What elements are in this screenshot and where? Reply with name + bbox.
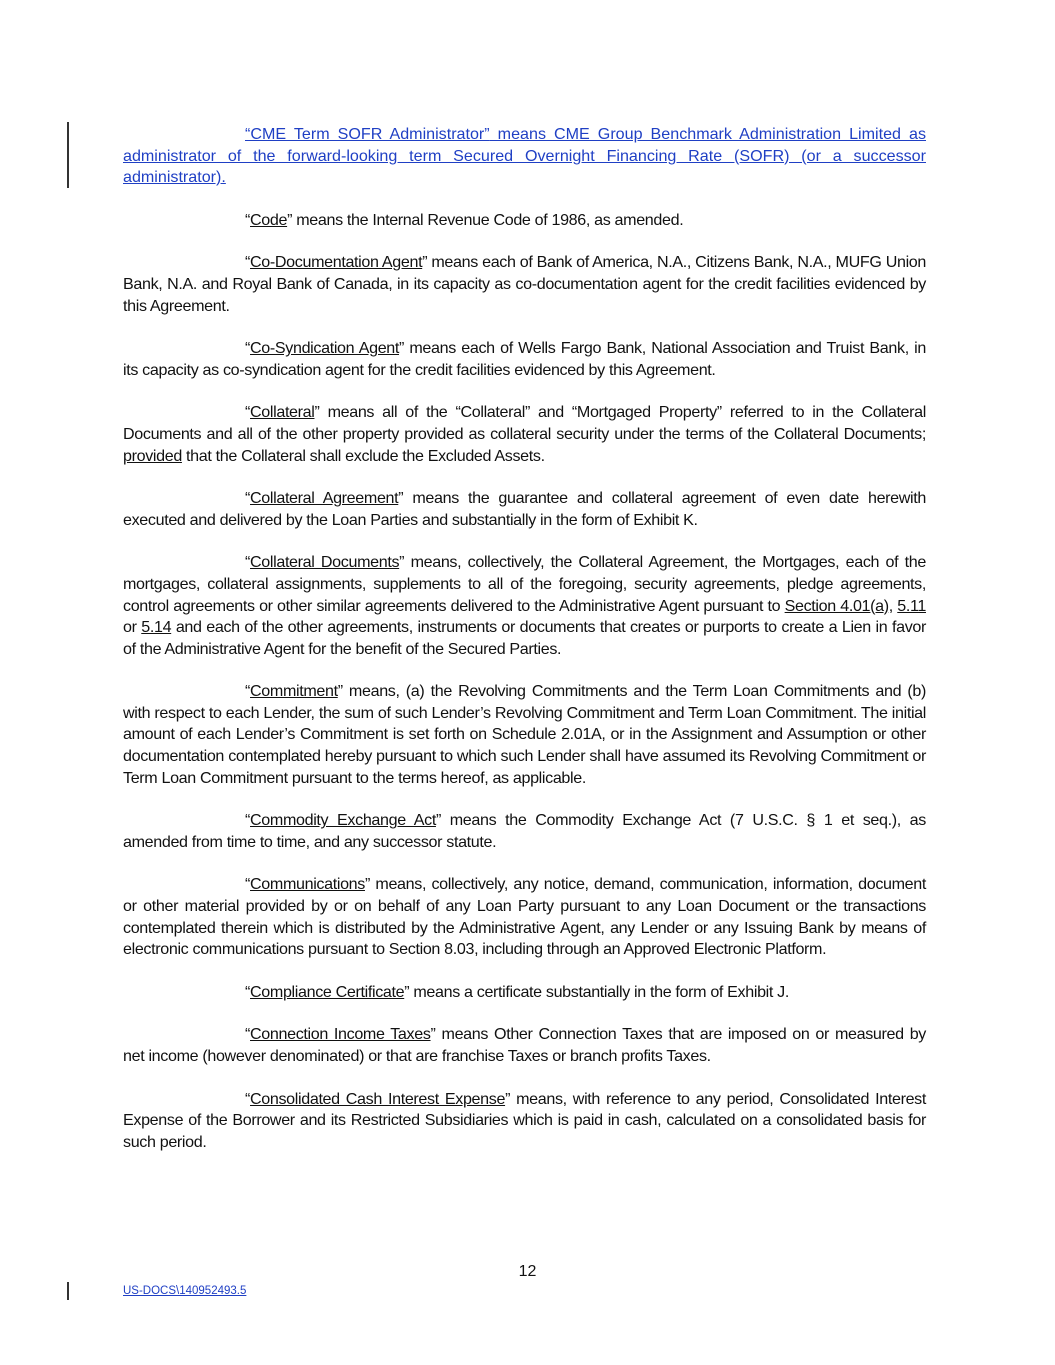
section-reference: Section 4.01(a) bbox=[784, 596, 889, 615]
defined-term: Co-Documentation Agent bbox=[250, 253, 423, 272]
document-reference: US-DOCS\140952493.5 bbox=[123, 1285, 247, 1297]
definition-text: ” means all of the “Collateral” and “Mortgaged Property” referred to in the Collateral Documents and all of the other property provided as collateral security under the terms of the Collateral Documents; bbox=[123, 403, 926, 443]
defined-term: Co-Syndication Agent bbox=[250, 339, 400, 358]
definition-commitment: “Commitment” means, (a) the Revolving Commitments and the Term Loan Commitments and (b) with respect to each Lender, the sum of such Lender’s Revolving Commitment and Term Loan Commitment. The initial amount of each Lender’s Commitment is set forth on Schedule 2.01A, or in the Assignment and Assumption or other documentation contemplated hereby pursuant to which such Lender shall have assumed its Revolving Commitment or Term Loan Commitment pursuant to the terms hereof, as applicable. bbox=[123, 682, 926, 787]
definition-text: ” means, collectively, any notice, demand, communication, information, document or other material provided by or on behalf of any Loan Party pursuant to any Loan Document or the transactions contemplated therein which is distributed by the Administrative Agent, any Lender or any Issuing Bank by means of electronic communications pursuant to Section 8.03, including through an Approved Electronic Platform. bbox=[123, 875, 926, 959]
defined-term: Compliance Certificate bbox=[250, 982, 405, 1001]
definition-consolidated-cash-interest-expense: “Consolidated Cash Interest Expense” means, with reference to any period, Consolidated Interest Expense of the Borrower and its Restricted Subsidiaries which is paid in cash, calculated on a consolidated basis for such period. bbox=[123, 1089, 926, 1151]
definition-co-documentation-agent: “Co-Documentation Agent” means each of Bank of America, N.A., Citizens Bank, N.A., MUFG Union Bank, N.A. and Royal Bank of Canada, in its capacity as co-documentation agent for the credit facilities evidenced by this Agreement. bbox=[123, 253, 926, 315]
definition-connection-income-taxes: “Connection Income Taxes” means Other Connection Taxes that are imposed on or measured by net income (however denominated) or that are franchise Taxes or branch profits Taxes. bbox=[123, 1025, 927, 1065]
definition-text: ” means a certificate substantially in the form of Exhibit J. bbox=[404, 982, 789, 1001]
definition-co-syndication-agent: “Co-Syndication Agent” means each of Wells Fargo Bank, National Association and Truist Bank, in its capacity as co-syndication agent for the credit facilities evidenced by this Agreement. bbox=[123, 339, 926, 379]
definition-collateral: “Collateral” means all of the “Collateral” and “Mortgaged Property” referred to in the Collateral Documents and all of the other property provided as collateral security under the terms of the Collateral Documents; provided that the Collateral shall exclude the Excluded Assets. bbox=[123, 403, 926, 465]
section-reference: 5.11 bbox=[897, 596, 926, 615]
definition-text: ” means, collectively, the Collateral Agreement, the Mortgages, each of the mortgages, collateral assignments, supplements to all of the foregoing, security agreements, pledge agreements, control agreements or other similar agreements delivered to the Administrative Agent pursuant to bbox=[123, 553, 926, 615]
defined-term: Code bbox=[250, 210, 288, 229]
inserted-term: “CME Term SOFR Administrator” bbox=[245, 125, 490, 143]
defined-term: Collateral Documents bbox=[250, 553, 400, 572]
defined-term: Commitment bbox=[250, 682, 338, 701]
definition-collateral-agreement: “Collateral Agreement” means the guarantee and collateral agreement of even date herewith executed and delivered by the Loan Parties and substantially in the form of Exhibit K. bbox=[123, 489, 927, 529]
definition-code: “Code” means the Internal Revenue Code of 1986, as amended. bbox=[245, 210, 684, 229]
definition-communications: “Communications” means, collectively, any notice, demand, communication, information, document or other material provided by or on behalf of any Loan Party pursuant to any Loan Document or the transactions contemplated therein which is distributed by the Administrative Agent, any Lender or any Issuing Bank by means of electronic communications pursuant to Section 8.03, including through an Approved Electronic Platform. bbox=[123, 875, 926, 959]
definition-text: ” means the Commodity Exchange Act (7 U.S.C. § 1 et seq.), as amended from time to time, and any successor statute. bbox=[123, 811, 926, 851]
definition-text: ” means, (a) the Revolving Commitments and the Term Loan Commitments and (b) with respect to each Lender, the sum of such Lender’s Revolving Commitment and Term Loan Commitment. The initial amount of each Lender’s Commitment is set forth on Schedule 2.01A, or in the Assignment and Assumption or other documentation contemplated hereby pursuant to which such Lender shall have assumed its Revolving Commitment or Term Loan Commitment pursuant to the terms hereof, as applicable. bbox=[123, 682, 926, 787]
provided-word: provided bbox=[123, 446, 182, 465]
defined-term: Consolidated Cash Interest Expense bbox=[250, 1089, 506, 1108]
change-bar bbox=[67, 122, 69, 188]
definition-text: ” means each of Wells Fargo Bank, National Association and Truist Bank, in its capacity as co-syndication agent for the credit facilities evidenced by this Agreement. bbox=[123, 339, 926, 379]
inserted-text: means CME Group Benchmark Administration Limited as administrator of the forward-looking term Secured Overnight Financing Rate (SOFR) (or a successor administrator). bbox=[123, 125, 926, 187]
definition-text: ” means Other Connection Taxes that are imposed on or measured by net income (however denominated) or that are franchise Taxes or branch profits Taxes. bbox=[123, 1025, 927, 1065]
change-bar-footer bbox=[67, 1282, 69, 1300]
definition-cme-term-sofr-administrator bbox=[123, 124, 926, 189]
defined-term: Collateral Agreement bbox=[250, 489, 399, 508]
definition-commodity-exchange-act: “Commodity Exchange Act” means the Commodity Exchange Act (7 U.S.C. § 1 et seq.), as amended from time to time, and any successor statute. bbox=[123, 811, 926, 851]
defined-term: Commodity Exchange Act bbox=[250, 811, 436, 830]
section-reference: 5.14 bbox=[141, 618, 172, 637]
definitions-body bbox=[123, 124, 926, 1174]
definition-text: ” means the guarantee and collateral agreement of even date herewith executed and delivered by the Loan Parties and substantially in the form of Exhibit K. bbox=[123, 489, 927, 529]
defined-term: Communications bbox=[250, 875, 365, 894]
definition-text: ” means, with reference to any period, Consolidated Interest Expense of the Borrower and its Restricted Subsidiaries which is paid in cash, calculated on a consolidated basis for such period. bbox=[123, 1089, 926, 1151]
page-number: 12 bbox=[518, 1263, 537, 1280]
definition-text: ” means each of Bank of America, N.A., Citizens Bank, N.A., MUFG Union Bank, N.A. and Royal Bank of Canada, in its capacity as co-documentation agent for the credit facilities evidenced by this Agreement. bbox=[123, 253, 926, 315]
defined-term: Connection Income Taxes bbox=[250, 1025, 431, 1044]
definition-collateral-documents: “Collateral Documents” means, collectively, the Collateral Agreement, the Mortgages, each of the mortgages, collateral assignments, supplements to all of the foregoing, security agreements, pledge agreements, control agreements or other similar agreements delivered to the Administrative Agent pursuant to Section 4.01(a), 5.11 or 5.14 and each of the other agreements, instruments or documents that creates or purports to create a Lien in favor of the Administrative Agent for the benefit of the Secured Parties. bbox=[123, 553, 926, 658]
defined-term: Collateral bbox=[250, 403, 315, 422]
definition-compliance-certificate: “Compliance Certificate” means a certificate substantially in the form of Exhibit J. bbox=[245, 982, 789, 1001]
definition-text: ” means the Internal Revenue Code of 1986, as amended. bbox=[287, 210, 684, 229]
